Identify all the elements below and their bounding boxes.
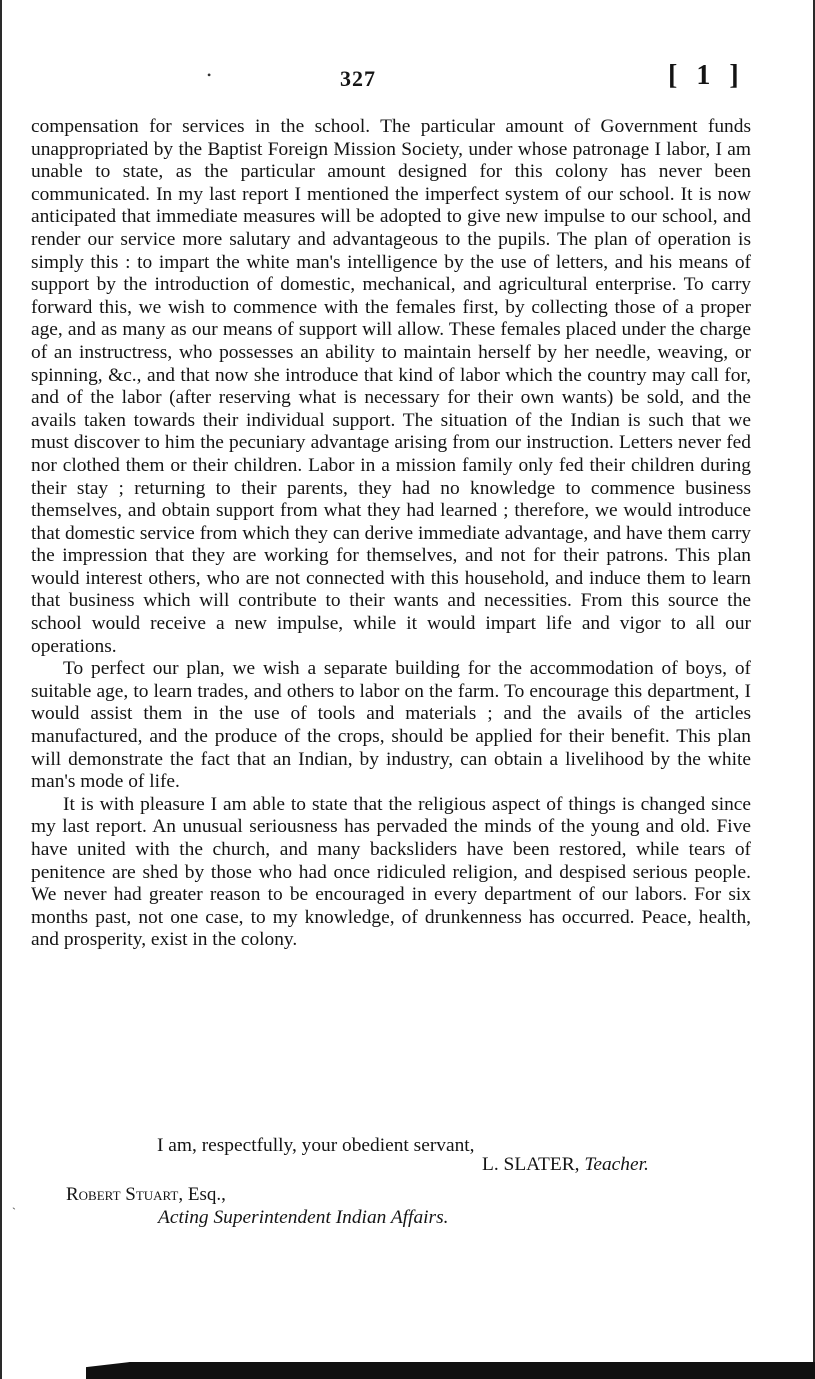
addressee-name: Robert Stuart, — [66, 1184, 184, 1205]
signature — [482, 1153, 762, 1177]
closing-line: I am, respectfully, your obedient servant, — [157, 1135, 475, 1156]
page-header — [0, 58, 815, 98]
speck-mark: • — [207, 68, 212, 82]
document-number: [ 1 ] — [668, 60, 745, 91]
letter-body — [31, 116, 751, 952]
scan-edge-bar — [86, 1362, 815, 1379]
paragraph-1: compensation for services in the school. The particular amount of Government funds unappropriated by the Baptist Foreign Mission Society, under whose patronage I labor, I am unable to state, as the particular amount designed for this colony has never been communicated. In my last report I mentioned the imperfect system of our school. It is now anticipated that immediate measures will be adopted to give new impulse to our school, and render our service more salutary and advantageous to the pupils. The plan of operation is simply this : to impart the white man's intelligence by the use of letters, and his means of support by the introduction of domestic, mechanical, and agricultural enterprise. To carry forward this, we wish to commence with the females first, by collecting those of a proper age, and as many as our means of support will allow. These females placed under the charge of an instructress, who possesses an ability to maintain herself by her needle, weaving, or spinning, &c., and that now she introduce that kind of labor which the country may call for, and of the labor (after reserving what is necessary for their own wants) be sold, and the avails taken towards their individual support. The situation of the Indian is such that we must discover to him the pecuniary advantage arising from our instruction. Letters never fed nor clothed them or their children. Labor in a mission family only fed their children during their stay ; returning to their parents, they had no knowledge to commence business themselves, and obtain support from what they had learned ; therefore, we would introduce that domestic service from which they can derive immediate advantage, and have them carry the impression that they are working for themselves, and not for their patrons. This plan would interest others, who are not connected with this household, and induce them to learn that business which will contribute to their wants and necessities. From this source the school would receive a new impulse, while it would impart life and vigor to all our operations. — [31, 116, 751, 657]
page-number: 327 — [340, 66, 376, 91]
page-edge-left — [0, 0, 2, 1379]
paragraph-3: It is with pleasure I am able to state that the religious aspect of things is changed since my last report. An unusual seriousness has pervaded the minds of the young and old. Five have united with the church, and many backsliders have been restored, while tears of penitence are shed by those who had once ridiculed religion, and despised serious people. We never had greater reason to be encouraged in every department of our labors. For six months past, not one case, to my knowledge, of drunkenness has occurred. Peace, health, and prosperity, exist in the colony. — [31, 793, 751, 951]
addressee-title: Acting Superintendent Indian Affairs. — [158, 1207, 449, 1228]
addressee — [66, 1183, 666, 1207]
margin-mark: ˋ — [12, 1205, 16, 1219]
signature-role: Teacher. — [584, 1154, 649, 1175]
signature-name: L. SLATER, — [482, 1154, 580, 1175]
paragraph-2: To perfect our plan, we wish a separate building for the accommodation of boys, of suitable age, to learn trades, and others to labor on the farm. To encourage this department, I would assist them in the use of tools and materials ; and the avails of the articles manufactured, and the produce of the crops, should be applied for their benefit. This plan will demonstrate the fact that an Indian, by industry, can obtain a livelihood by the white man's mode of life. — [31, 658, 751, 793]
addressee-suffix: Esq., — [187, 1184, 226, 1205]
